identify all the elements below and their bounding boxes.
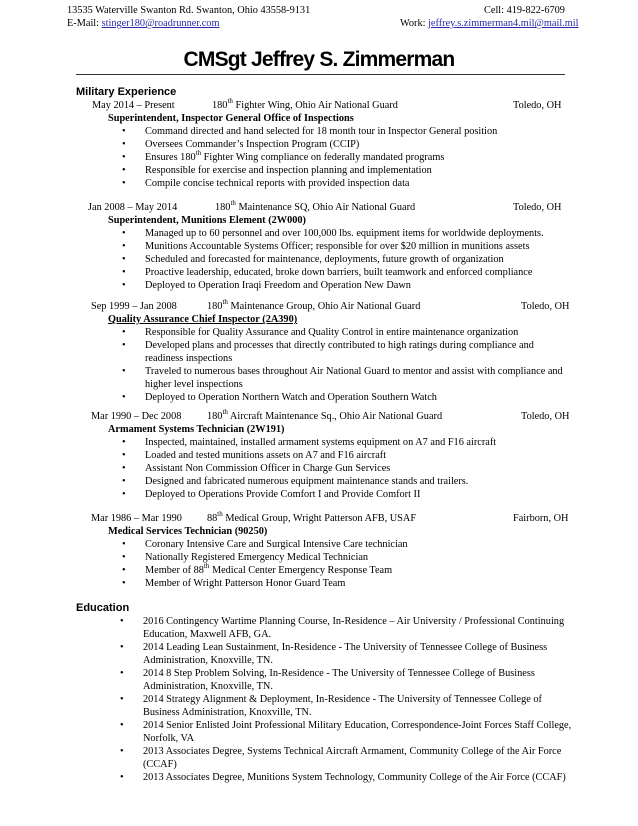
list-item: • Member of Wright Patterson Honor Guard Team bbox=[122, 577, 408, 590]
job-dates: Sep 1999 – Jan 2008 bbox=[91, 301, 177, 312]
work-email-line bbox=[400, 18, 579, 30]
cell-phone-text: Cell: 419-822-6709 bbox=[484, 5, 565, 16]
list-item: • Nationally Registered Emergency Medical Technician bbox=[122, 551, 408, 564]
list-item: • Deployed to Operation Iraqi Freedom and Operation New Dawn bbox=[122, 279, 544, 292]
job-bullets bbox=[122, 538, 408, 590]
list-item-continuation: Norfolk, VA bbox=[143, 733, 195, 744]
list-item: • Compile concise technical reports with provided inspection data bbox=[122, 177, 497, 190]
job-dates: Jan 2008 – May 2014 bbox=[88, 202, 178, 213]
list-item: • Command directed and hand selected for 18 month tour in Inspector General position bbox=[122, 125, 497, 138]
address-text: 13535 Waterville Swanton Rd. Swanton, Ohio 43558-9131 bbox=[67, 5, 311, 16]
job-bullets bbox=[122, 436, 496, 501]
list-item: • Inspected, maintained, installed armament systems equipment on A7 and F16 aircraft bbox=[122, 436, 496, 449]
list-item: • 2014 Senior Enlisted Joint Professional Military Education, Correspondence-Joint Forces Staff College, bbox=[120, 719, 571, 732]
job-title: Armament Systems Technician (2W191) bbox=[108, 424, 285, 435]
list-item: • Designed and fabricated numerous equipment maintenance stands and trailers. bbox=[122, 475, 496, 488]
list-item-continuation: Administration, Knoxville, TN. bbox=[143, 681, 273, 692]
job-bullets bbox=[122, 125, 497, 190]
job-unit: 88th Medical Group, Wright Patterson AFB, USAF bbox=[207, 510, 417, 524]
list-item: • 2016 Contingency Wartime Planning Course, In-Residence – Air University / Professional Continuing bbox=[120, 615, 571, 628]
job-dates: Mar 1990 – Dec 2008 bbox=[91, 411, 182, 422]
list-item: • Deployed to Operation Northern Watch and Operation Southern Watch bbox=[122, 391, 563, 404]
list-item: • 2014 Strategy Alignment & Deployment, In-Residence - The University of Tennessee College of bbox=[120, 693, 571, 706]
list-item-continuation: Administration, Knoxville, TN. bbox=[143, 655, 273, 666]
list-item: • Proactive leadership, educated, broke down barriers, built teamwork and enforced compliance bbox=[122, 266, 544, 279]
education-list bbox=[120, 615, 571, 784]
job-location: Toledo, OH bbox=[513, 202, 562, 213]
job-unit: 180th Aircraft Maintenance Sq., Ohio Air National Guard bbox=[207, 408, 443, 422]
email-line bbox=[67, 18, 219, 30]
email-label: E-Mail: bbox=[67, 18, 100, 29]
job-unit: 180th Maintenance SQ, Ohio Air National Guard bbox=[215, 199, 416, 213]
list-item: • Coronary Intensive Care and Surgical Intensive Care technician bbox=[122, 538, 408, 551]
email-link[interactable]: stinger180@roadrunner.com bbox=[101, 18, 220, 29]
list-item-continuation: Education, Maxwell AFB, GA. bbox=[143, 629, 272, 640]
work-email-link[interactable]: jeffrey.s.zimmerman4.mil@mail.mil bbox=[428, 18, 579, 29]
list-item: • 2014 8 Step Problem Solving, In-Residence - The University of Tennessee College of Business bbox=[120, 667, 571, 680]
job-title: Superintendent, Munitions Element (2W000) bbox=[108, 215, 306, 226]
job-unit: 180th Fighter Wing, Ohio Air National Guard bbox=[212, 97, 398, 111]
list-item: • 2013 Associates Degree, Systems Technical Aircraft Armament, Community College of the Air Force bbox=[120, 745, 571, 758]
job-title: Quality Assurance Chief Inspector (2A390) bbox=[108, 314, 298, 325]
job-title: Superintendent, Inspector General Office of Inspections bbox=[108, 113, 354, 124]
header-divider bbox=[76, 74, 565, 75]
list-item: • Scheduled and forecasted for maintenance, deployments, future growth of organization bbox=[122, 253, 544, 266]
education-heading: Education bbox=[76, 602, 130, 614]
job-location: Toledo, OH bbox=[521, 301, 570, 312]
list-item: • Managed up to 60 personnel and over 100,000 lbs. equipment items for worldwide deployments. bbox=[122, 227, 544, 240]
job-dates: May 2014 – Present bbox=[92, 100, 175, 111]
list-item: • 2014 Leading Lean Sustainment, In-Residence - The University of Tennessee College of Business bbox=[120, 641, 571, 654]
list-item-continuation: Business Administration, Knoxville, TN. bbox=[143, 707, 312, 718]
list-item-continuation: readiness inspections bbox=[145, 353, 233, 364]
list-item: • Responsible for exercise and inspection planning and implementation bbox=[122, 164, 497, 177]
candidate-name: CMSgt Jeffrey S. Zimmerman bbox=[183, 48, 455, 71]
military-experience-heading: Military Experience bbox=[76, 86, 177, 98]
list-item: • Deployed to Operations Provide Comfort I and Provide Comfort II bbox=[122, 488, 496, 501]
work-label: Work: bbox=[400, 18, 426, 29]
list-item-continuation: (CCAF) bbox=[143, 759, 177, 770]
list-item: • Oversees Commander’s Inspection Program (CCIP) bbox=[122, 138, 497, 151]
list-item: • Ensures 180th Fighter Wing compliance on federally mandated programs bbox=[122, 151, 497, 164]
job-location: Fairborn, OH bbox=[513, 513, 569, 524]
list-item: • Developed plans and processes that directly contributed to high ratings during compliance and bbox=[122, 339, 563, 352]
list-item: • 2013 Associates Degree, Munitions System Technology, Community College of the Air Force (CCAF) bbox=[120, 771, 571, 784]
list-item: • Assistant Non Commission Officer in Charge Gun Services bbox=[122, 462, 496, 475]
list-item: • Munitions Accountable Systems Officer; responsible for over $20 million in munitions assets bbox=[122, 240, 544, 253]
job-location: Toledo, OH bbox=[513, 100, 562, 111]
job-dates: Mar 1986 – Mar 1990 bbox=[91, 513, 182, 524]
list-item: • Traveled to numerous bases throughout Air National Guard to mentor and assist with compliance and bbox=[122, 365, 563, 378]
list-item: • Loaded and tested munitions assets on A7 and F16 aircraft bbox=[122, 449, 496, 462]
job-location: Toledo, OH bbox=[521, 411, 570, 422]
job-bullets bbox=[122, 326, 563, 404]
job-bullets bbox=[122, 227, 544, 292]
job-title: Medical Services Technician (90250) bbox=[108, 526, 268, 537]
list-item: • Responsible for Quality Assurance and Quality Control in entire maintenance organization bbox=[122, 326, 563, 339]
job-unit: 180th Maintenance Group, Ohio Air National Guard bbox=[207, 298, 421, 312]
list-item-continuation: higher level inspections bbox=[145, 379, 243, 390]
list-item: • Member of 88th Medical Center Emergency Response Team bbox=[122, 564, 408, 577]
